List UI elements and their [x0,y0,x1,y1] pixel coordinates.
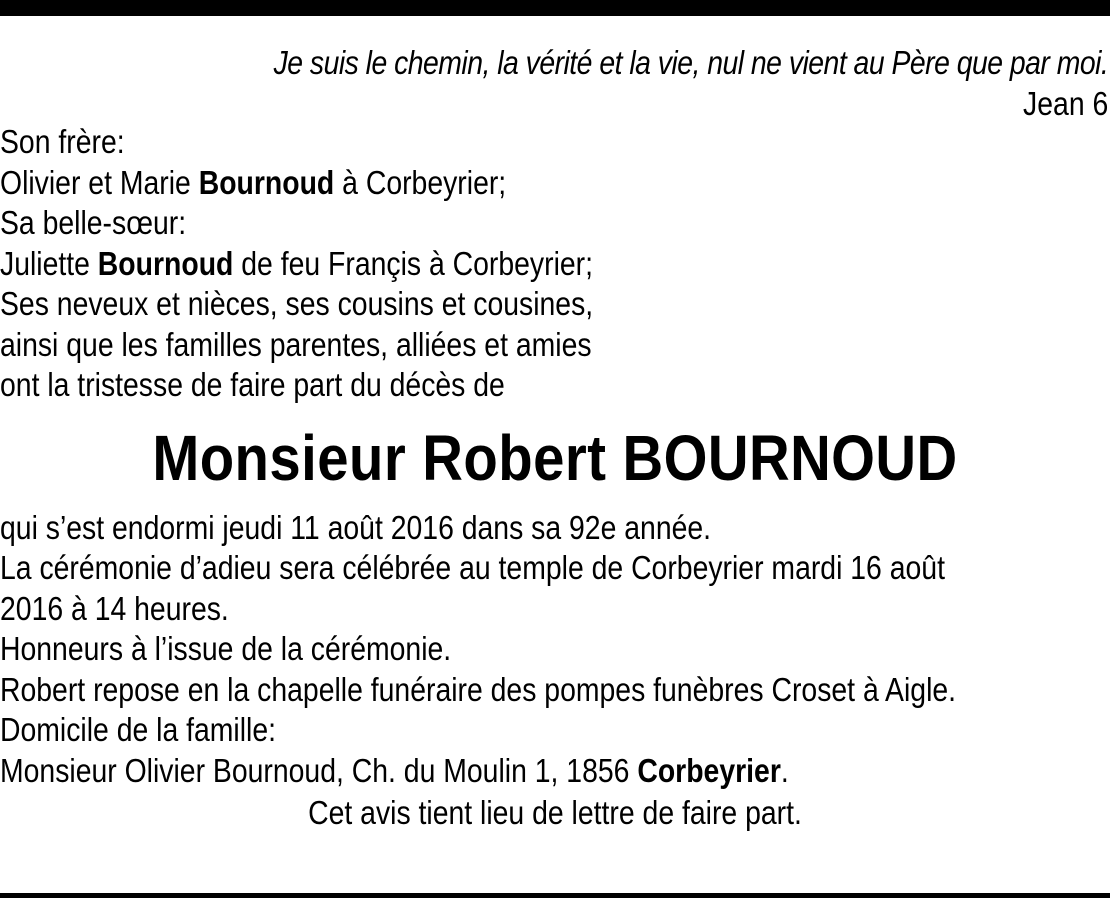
address-town: Corbeyrier [637,751,781,789]
sister-in-law-label: Sa belle-sœur: [0,204,187,241]
sister-in-law-line [0,244,955,285]
brother-surname: Bournoud [198,163,335,201]
brother-location: à Corbeyrier; [334,163,507,201]
ceremony-line: La cérémonie d’adieu sera célébrée au temple de Corbeyrier mardi 16 août [0,549,945,586]
honours-line: Honneurs à l’issue de la cérémonie. [0,630,452,667]
relatives-line-1: Ses neveux et nièces, ses cousins et cousines, [0,285,594,322]
sister-in-law-details: de feu Françis à Corbeyrier; [233,244,593,282]
ceremony-time-line: 2016 à 14 heures. [0,589,229,627]
closing-note: Cet avis tient lieu de lettre de faire part. [308,794,802,831]
chapel-line: Robert repose en la chapelle funéraire des pompes funèbres Croset à Aigle. [0,670,957,708]
bottom-border-rule [0,893,1110,898]
family-address-line [0,751,955,792]
verse-reference: Jean 6 [1023,85,1109,122]
brother-label: Son frère: [0,123,125,160]
deceased-name: Monsieur Robert BOURNOUD [152,421,958,494]
relatives-line-3: ont la tristesse de faire part du décès de [0,366,505,403]
sister-in-law-surname: Bournoud [97,244,234,282]
brother-line [0,163,955,204]
details-list [0,508,1110,792]
passing-date-line: qui s’est endormi jeudi 11 août 2016 dans sa 92e année. [0,508,712,546]
brother-first-names: Olivier et Marie [0,163,199,201]
bible-verse: Je suis le chemin, la vérité et la vie, nul ne vient au Père que par moi. [273,44,1109,81]
address-street: Monsieur Olivier Bournoud, Ch. du Moulin 1, 1856 [0,751,638,789]
family-list [0,122,1110,406]
family-domicile-label: Domicile de la famille: [0,711,277,748]
top-border-rule [0,0,1110,16]
sister-in-law-first-name: Juliette [0,244,98,282]
relatives-line-2: ainsi que les familles parentes, alliées et amies [0,325,592,363]
death-notice [0,40,1110,835]
address-end: . [780,751,789,789]
